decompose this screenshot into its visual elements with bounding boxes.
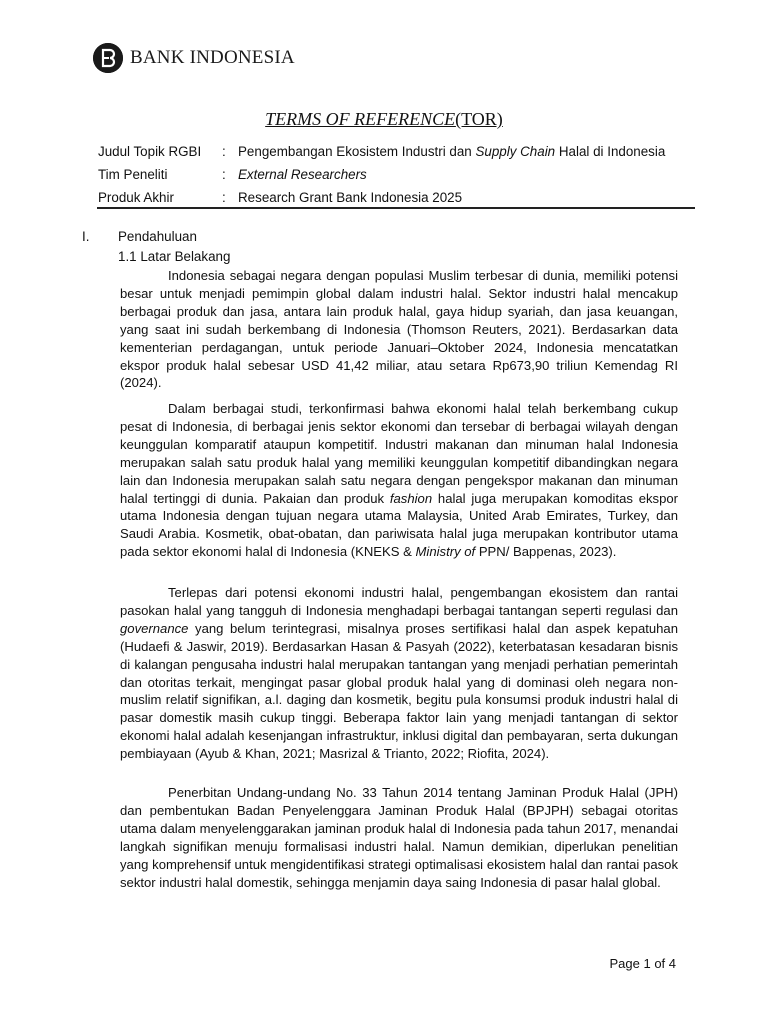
document-title bbox=[0, 109, 768, 130]
meta-value bbox=[238, 144, 698, 159]
meta-value bbox=[238, 190, 698, 205]
section-title: Pendahuluan bbox=[118, 229, 197, 244]
meta-colon: : bbox=[222, 144, 226, 159]
meta-value-part: Halal di Indonesia bbox=[555, 144, 666, 159]
meta-label: Produk Akhir bbox=[98, 190, 174, 205]
title-abbr: (TOR) bbox=[455, 109, 503, 129]
title-main: TERMS OF REFERENCE bbox=[265, 109, 456, 129]
paragraph-text: Dalam berbagai studi, terkonfirmasi bahwa ekonomi halal telah berkembang cukup pesat di Indonesia, di berbagai jenis sektor ekonomi dan tersebar di berbagai wilayah dengan keunggulan komparatif ataupun kompetitif. Industri makanan dan minuman halal Indonesia merupakan salah satu produk halal yang memiliki keunggulan kompetitif dibandingkan negara lain dan Indonesia merupakan salah satu negara dengan pengekspor makanan dan minuman halal tertinggi di dunia. Pakaian dan produk bbox=[120, 401, 678, 506]
meta-row bbox=[98, 163, 698, 186]
paragraph bbox=[120, 400, 678, 561]
paragraph-text: Indonesia sebagai negara dengan populasi Muslim terbesar di dunia, memiliki potensi besar untuk menjadi pemimpin global dalam industri halal. Sektor industri halal mencakup berbagai produk dan jasa, antara lain produk halal, gaya hidup syariah, dan jasa keuangan, yang saat ini sudah berkembang di Indonesia (Thomson Reuters, 2021). Berdasarkan data kementerian perdagangan, untuk periode Januari–Oktober 2024, Indonesia mencatatkan ekspor produk halal sebesar USD 41,42 miliar, atau setara Rp673,90 triliun Kemendag RI (2024). bbox=[120, 268, 678, 391]
meta-label: Judul Topik RGBI bbox=[98, 144, 202, 159]
paragraph-text: Penerbitan Undang-undang No. 33 Tahun 2014 tentang Jaminan Produk Halal (JPH) dan pembentukan Badan Penyelenggara Jaminan Produk Halal (BPJPH) sebagai otoritas utama dalam menyelenggarakan jaminan produk halal di Indonesia pada tahun 2017, menandai langkah signifikan menuju formalisasi industri halal. Namun demikian, diperlukan penelitian yang komprehensif untuk mengidentifikasi strategi optimalisasi ekosistem halal dan rantai pasok sektor industri halal domestik, sehingga menjamin daya saing Indonesia di pasar halal global. bbox=[120, 785, 678, 890]
meta-value-part: Supply Chain bbox=[475, 144, 556, 159]
meta-value bbox=[238, 167, 698, 182]
section-number: I. bbox=[82, 229, 90, 244]
paragraph-italic: governance bbox=[120, 620, 189, 636]
meta-row bbox=[98, 140, 698, 163]
paragraph-text: halal juga merupakan komoditas ekspor utama Indonesia dengan tujuan negara utama Malaysia, United Arab Emirates, Turkey, dan Saudi Arabia. Kosmetik, obat-obatan, dan pariwisata halal juga merupakan kontributor utama pada sektor ekonomi halal di Indonesia (KNEKS & bbox=[120, 490, 679, 560]
meta-value-part: Pengembangan Ekosistem Industri dan bbox=[238, 144, 476, 159]
paragraph-text: PPN/ Bappenas, 2023). bbox=[475, 544, 617, 560]
paragraph-text: yang belum terintegrasi, misalnya proses sertifikasi halal dan aspek kepatuhan (Hudaefi & Jaswir, 2019). Berdasarkan Hasan & Pasyah (2022), keterbatasan kesadaran bisnis di kalangan pengusaha industri halal merupakan tantangan yang menjadi perhatian pemerintah dan otoritas terkait, mengingat pasar global produk halal yang di dominasi oleh negara non-muslim relatif signifikan, a.l. daging dan kosmetik, begitu pula konsumsi produk industri halal di pasar domestik masih cukup tinggi. Beberapa faktor lain yang menjadi tantangan di sektor ekonomi halal adalah kesenjangan infrastruktur, inklusi digital dan pembayaran, serta dukungan pembiayaan (Ayub & Khan, 2021; Masrizal & Trianto, 2022; Riofita, 2024). bbox=[120, 620, 678, 762]
paragraph-italic: fashion bbox=[389, 490, 433, 506]
meta-value-part: Research Grant Bank Indonesia 2025 bbox=[238, 190, 463, 205]
subsection-heading: 1.1 Latar Belakang bbox=[118, 249, 231, 264]
bank-indonesia-logo bbox=[93, 43, 295, 73]
paragraph-text: Terlepas dari potensi ekonomi industri halal, pengembangan ekosistem dan rantai pasokan halal yang tangguh di Indonesia menghadapi berbagai tantangan seperti regulasi dan bbox=[120, 585, 678, 618]
meta-colon: : bbox=[222, 190, 226, 205]
page-number: Page 1 of 4 bbox=[609, 956, 676, 971]
paragraph bbox=[120, 267, 678, 392]
horizontal-rule bbox=[97, 207, 695, 209]
meta-colon: : bbox=[222, 167, 226, 182]
meta-label: Tim Peneliti bbox=[98, 167, 168, 182]
meta-table bbox=[98, 140, 698, 209]
logo-text: BANK INDONESIA bbox=[130, 47, 295, 68]
paragraph bbox=[120, 584, 678, 763]
meta-row bbox=[98, 186, 698, 209]
bi-emblem-icon bbox=[93, 43, 123, 73]
paragraph-italic: Ministry of bbox=[415, 544, 476, 560]
section-heading bbox=[82, 229, 197, 244]
paragraph bbox=[120, 784, 678, 891]
meta-value-part: External Researchers bbox=[238, 167, 367, 182]
